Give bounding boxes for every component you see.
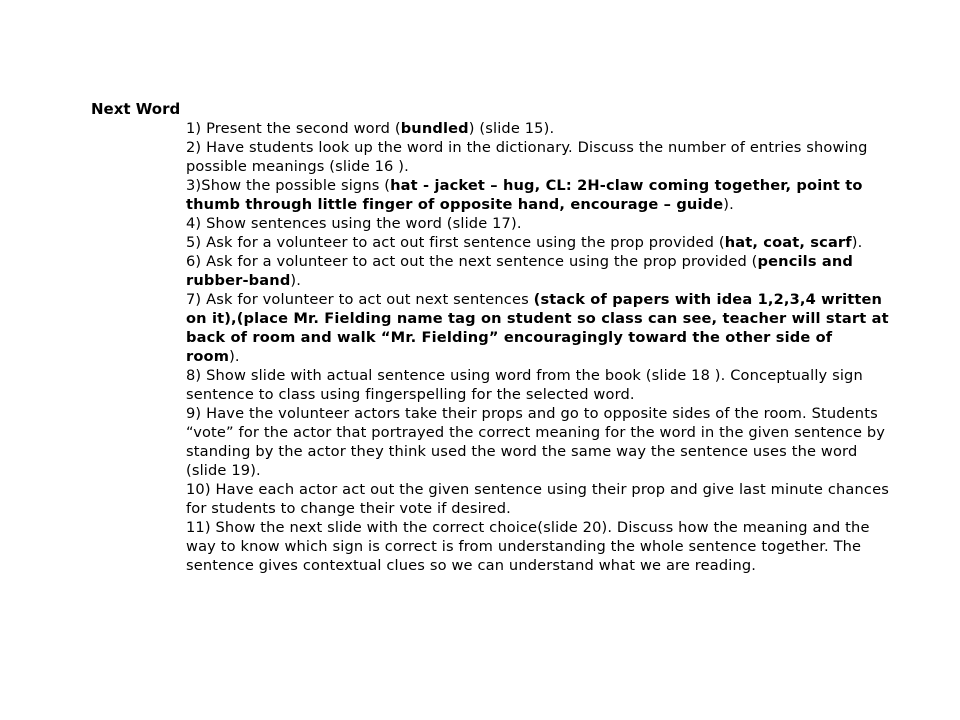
step-text: ). (723, 196, 734, 213)
step-item (186, 252, 891, 290)
step-emphasis-text: (stack of papers with idea 1,2,3,4 written on it),(place Mr. Fielding name tag on student so class can see, teacher will start at back of room and walk “Mr. Fielding” encouragingly toward the other side of room (186, 291, 889, 365)
step-item (186, 290, 891, 366)
step-text: ) (slide 15). (468, 120, 555, 137)
step-item (186, 366, 891, 404)
step-text: ). (229, 348, 240, 365)
step-item (186, 518, 891, 575)
step-text: 1) Present the second word ( (186, 120, 401, 137)
step-text: 6) Ask for a volunteer to act out the next sentence using the prop provided ( (186, 253, 758, 270)
step-text: 9) Have the volunteer actors take their props and go to opposite sides of the room. Students “vote” for the actor that portrayed the correct meaning for the word in the given sentence by standing by the actor they think used the word the same way the sentence uses the word (slide 19). (186, 405, 886, 479)
step-text: ). (290, 272, 302, 289)
step-item (186, 176, 891, 214)
step-emphasis-text: hat - jacket – hug, CL: 2H-claw coming together, point to thumb through little finger of opposite hand, encourage – guide (186, 177, 863, 213)
step-emphasis-text: hat, coat, scarf (724, 234, 852, 251)
step-item (186, 404, 891, 480)
step-item (186, 138, 891, 176)
step-item (186, 119, 891, 138)
step-text: 7) Ask for volunteer to act out next sentences (186, 291, 534, 308)
step-item (186, 233, 891, 252)
step-emphasis-text: bundled (400, 120, 469, 137)
step-text: 8) Show slide with actual sentence using word from the book (slide 18 ). Conceptually sign sentence to class using fingerspelling for the selected word. (186, 367, 863, 403)
step-text: 2) Have students look up the word in the dictionary. Discuss the number of entries showing possible meanings (slide 16 ). (186, 139, 868, 175)
step-item (186, 480, 891, 518)
steps-list (186, 119, 891, 575)
step-text: 3)Show the possible signs ( (186, 177, 391, 194)
step-text: ). (851, 234, 863, 251)
step-emphasis-text: pencils and rubber-band (186, 253, 854, 289)
step-text: 10) Have each actor act out the given sentence using their prop and give last minute chances for students to change their vote if desired. (186, 481, 889, 517)
section-heading: Next Word (91, 100, 181, 118)
step-item (186, 214, 891, 233)
step-text: 4) Show sentences using the word (slide 17). (186, 215, 522, 232)
step-text: 11) Show the next slide with the correct choice(slide 20). Discuss how the meaning and the way to know which sign is correct is from understanding the whole sentence together. The sentence gives contextual clues so we can understand what we are reading. (186, 519, 870, 574)
step-text: 5) Ask for a volunteer to act out first sentence using the prop provided ( (186, 234, 725, 251)
